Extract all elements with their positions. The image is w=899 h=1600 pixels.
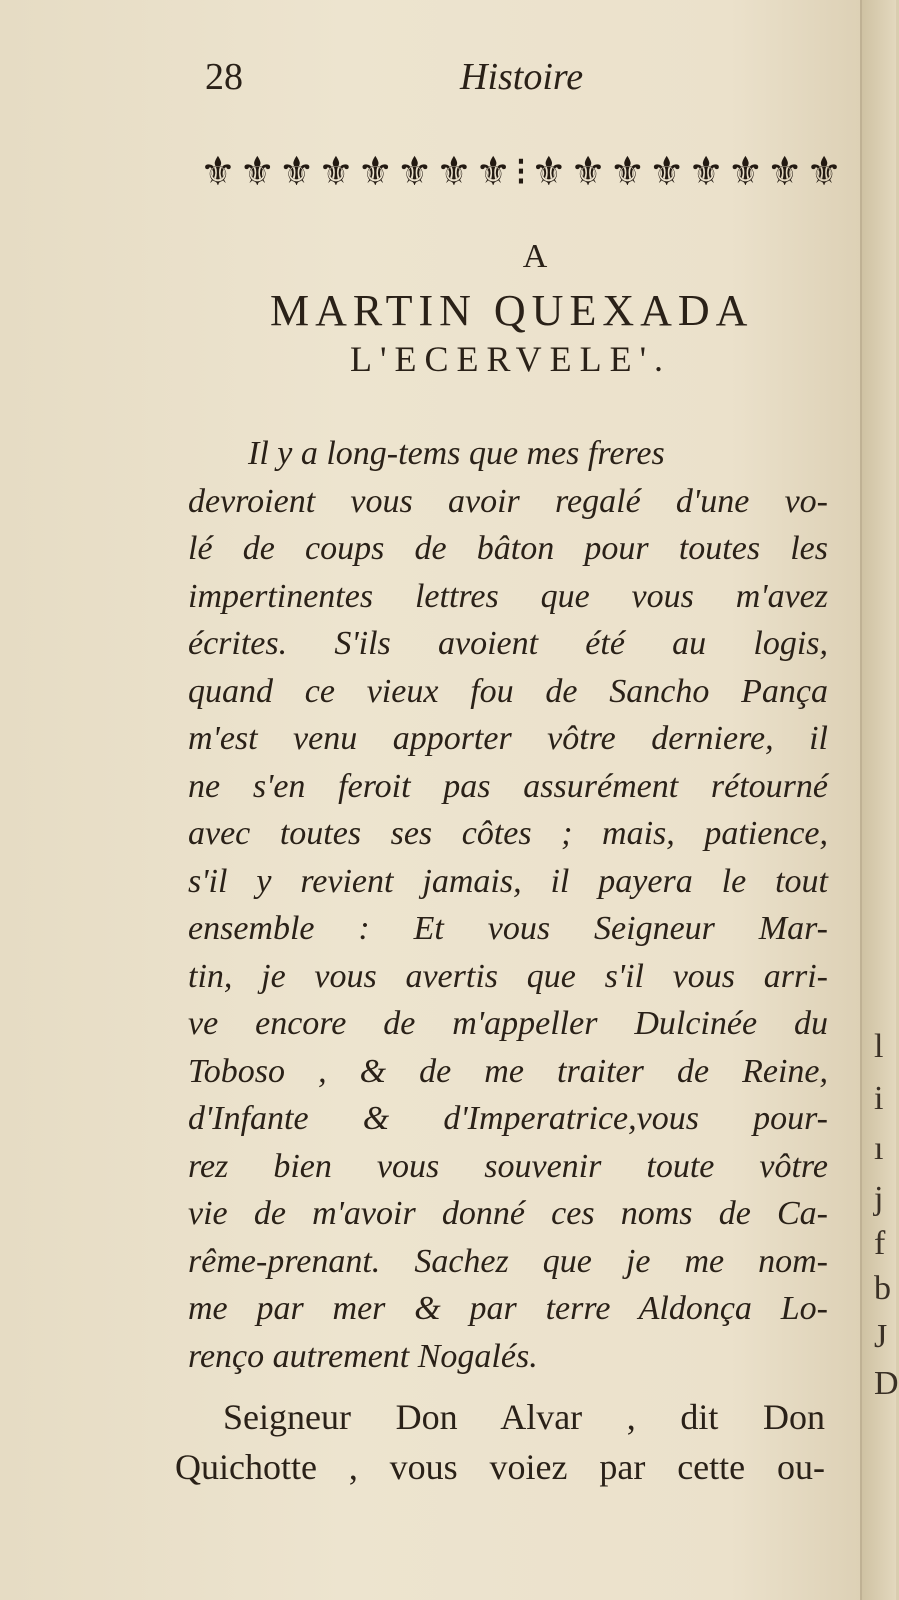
fleur-de-lis-icon: ⚜ — [727, 148, 762, 194]
adjacent-page-fragment: l — [874, 1028, 884, 1065]
page-number: 28 — [205, 56, 243, 98]
text-line: impertinentes lettres que vous m'avez — [188, 577, 828, 615]
text-line: avec toutes ses côtes ; mais, patience, — [188, 815, 828, 852]
page-header — [205, 55, 845, 105]
fleur-de-lis-icon: ⚜ — [239, 148, 274, 194]
text-line: ne s'en feroit pas assurément rétourné — [188, 767, 828, 805]
adjacent-page-fragment: J — [874, 1318, 888, 1355]
text-line: Il y a long-tems que mes freres — [248, 435, 665, 472]
text-line: renço autrement Nogalés. — [188, 1337, 538, 1375]
text-line: devroient vous avoir regalé d'une vo- — [188, 482, 828, 520]
fleur-de-lis-icon: ⚜ — [357, 148, 392, 194]
fleur-de-lis-icon: ⚜ — [396, 148, 431, 194]
heading-epithet: L'ECERVELE'. — [350, 339, 672, 379]
ornament-divider-icon: ⁝ — [514, 148, 526, 194]
adjacent-page-fragment: f — [874, 1225, 886, 1262]
text-line: me par mer & par terre Aldonça Lo- — [188, 1290, 828, 1327]
fleur-de-lis-icon: ⚜ — [570, 148, 604, 194]
fleur-de-lis-icon: ⚜ — [766, 148, 801, 194]
text-line: Seigneur Don Alvar , dit Don — [223, 1397, 825, 1437]
adjacent-page-fragment: i — [874, 1080, 884, 1117]
text-line: écrites. S'ils avoient été au logis, — [188, 625, 828, 662]
text-line: m'est venu apporter vôtre derniere, il — [188, 720, 828, 757]
running-title: Histoire — [460, 56, 584, 98]
text-line: rez bien vous souvenir toute vôtre — [188, 1147, 828, 1185]
fleur-de-lis-icon: ⚜ — [475, 148, 510, 194]
text-line: Quichotte , vous voiez par cette ou- — [175, 1447, 825, 1487]
text-line: ve encore de m'appeller Dulcinée du — [188, 1005, 828, 1042]
adjacent-page-fragment: j — [874, 1180, 884, 1217]
text-line: tin, je vous avertis que s'il vous arri- — [188, 957, 828, 995]
fleur-de-lis-icon: ⚜ — [806, 148, 840, 194]
fleur-de-lis-icon: ⚜ — [530, 148, 565, 194]
heading-prefix: A — [522, 238, 548, 275]
text-line: s'il y revient jamais, il payera le tout — [188, 862, 828, 900]
text-line: d'Infante & d'Imperatrice,vous pour- — [188, 1100, 828, 1137]
fleur-de-lis-icon: ⚜ — [435, 148, 470, 194]
adjacent-page-fragment: ı — [874, 1130, 884, 1167]
fleur-de-lis-icon: ⚜ — [200, 148, 234, 194]
fleur-de-lis-icon: ⚜ — [648, 148, 683, 194]
heading-name: MARTIN QUEXADA — [270, 286, 754, 335]
adjacent-page-fragment: D — [874, 1365, 899, 1402]
text-line: rême-prenant. Sachez que je me nom- — [188, 1242, 828, 1280]
fleur-de-lis-icon: ⚜ — [609, 148, 644, 194]
text-line: quand ce vieux fou de Sancho Pança — [188, 672, 828, 710]
text-line: Toboso , & de me traiter de Reine, — [188, 1052, 828, 1090]
text-line: ensemble : Et vous Seigneur Mar- — [188, 910, 828, 947]
letter-text — [188, 430, 828, 1380]
adjacent-page-edge — [860, 0, 899, 1600]
narrative-text — [175, 1392, 825, 1492]
fleur-de-lis-icon: ⚜ — [317, 148, 352, 194]
fleur-de-lis-icon: ⚜ — [688, 148, 722, 194]
fleur-de-lis-icon: ⚜ — [278, 148, 313, 194]
adjacent-page-fragment: b — [874, 1270, 891, 1307]
text-line: lé de coups de bâton pour toutes les — [188, 530, 828, 567]
fleuron-ornament-band — [200, 148, 840, 194]
text-line: vie de m'avoir donné ces noms de Ca- — [188, 1195, 828, 1232]
